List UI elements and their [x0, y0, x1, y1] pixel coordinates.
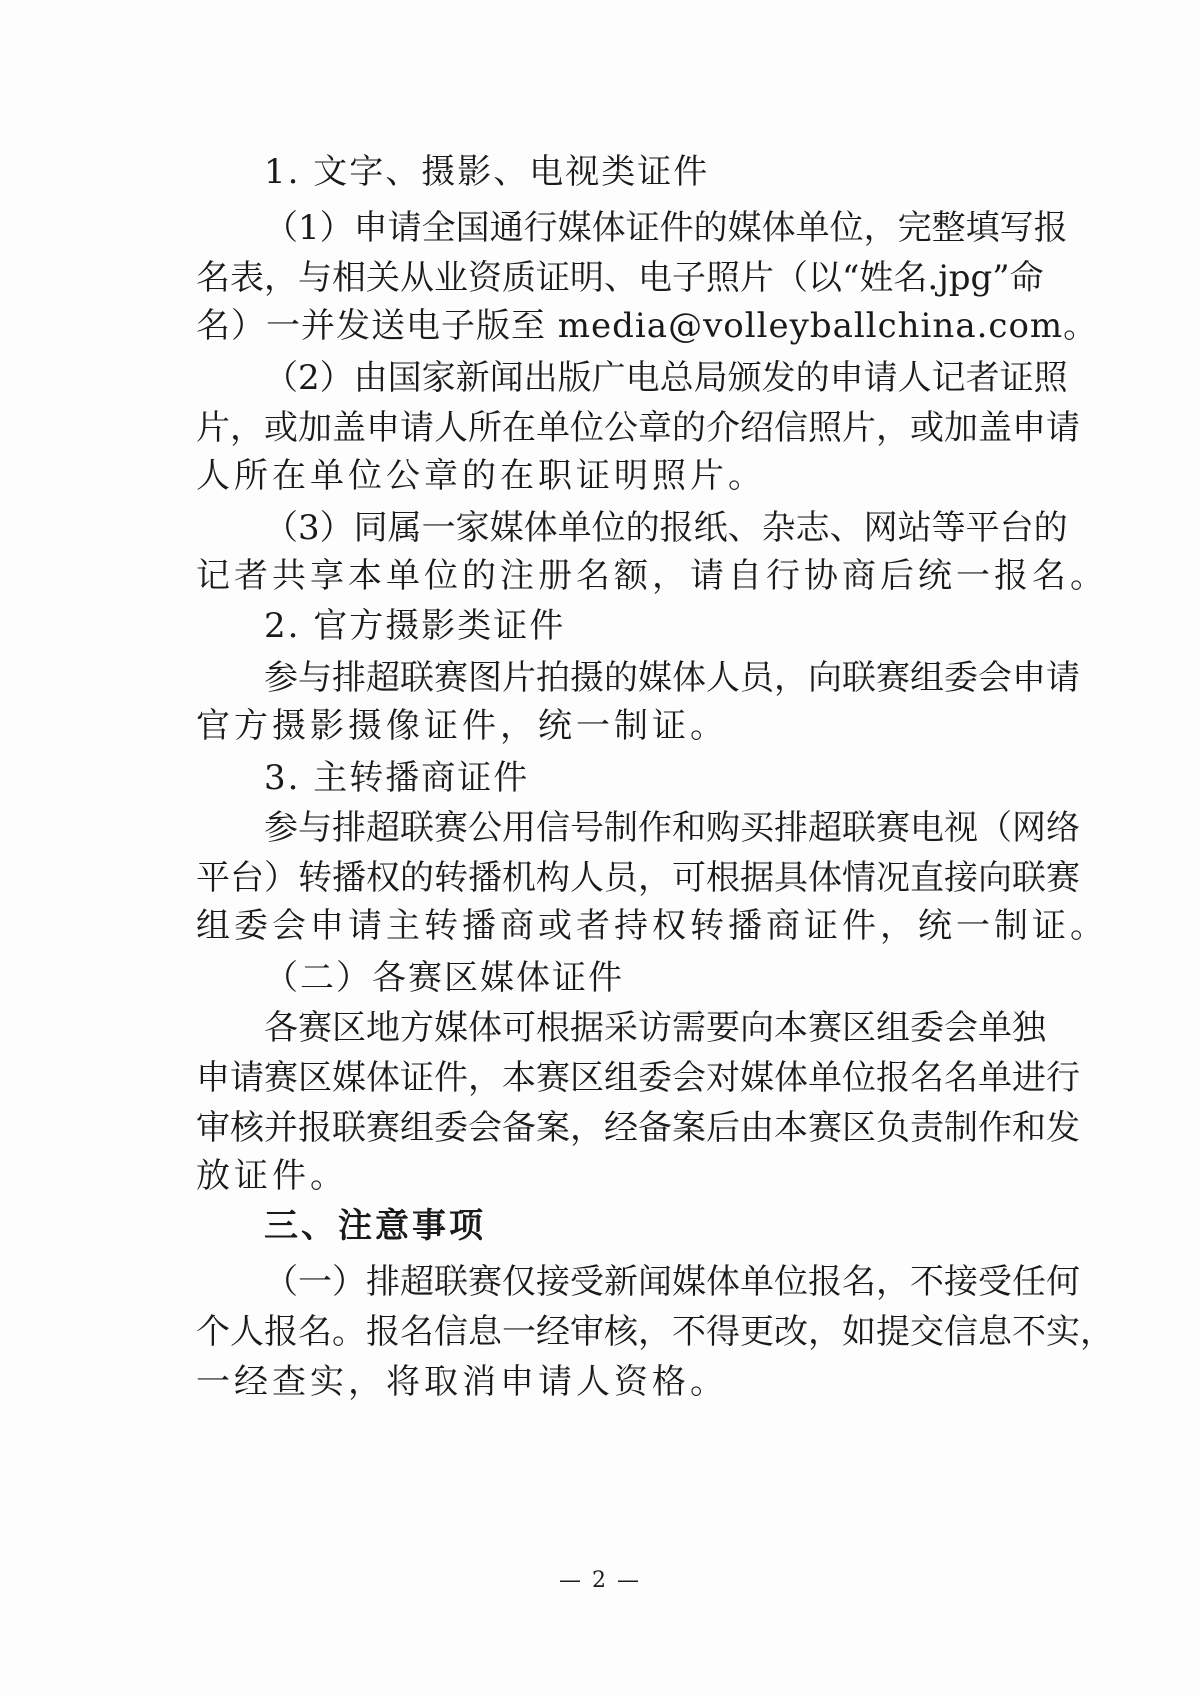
paragraph-line: 组委会申请主转播商或者持权转播商证件，统一制证。	[196, 906, 1108, 946]
paragraph-line: （1）申请全国通行媒体证件的媒体单位，完整填写报	[264, 208, 1068, 248]
paragraph-line: 人所在单位公章的在职证明照片。	[196, 456, 766, 496]
paragraph-line: 片，或加盖申请人所在单位公章的介绍信照片，或加盖申请	[196, 408, 1080, 448]
paragraph-line: 申请赛区媒体证件，本赛区组委会对媒体单位报名名单进行	[196, 1058, 1080, 1098]
paragraph-line: 官方摄影摄像证件，统一制证。	[196, 706, 728, 746]
page-number: — 2 —	[559, 1568, 641, 1593]
paragraph-line: 记者共享本单位的注册名额，请自行协商后统一报名。	[196, 556, 1108, 596]
paragraph-line: 各赛区地方媒体可根据采访需要向本赛区组委会单独	[264, 1008, 1046, 1048]
paragraph-line: （一）排超联赛仅接受新闻媒体单位报名，不接受任何	[264, 1262, 1080, 1302]
paragraph-line: 参与排超联赛公用信号制作和购买排超联赛电视（网络	[264, 808, 1080, 848]
section-heading-notes: 三、注意事项	[264, 1206, 486, 1246]
paragraph-line: 放证件。	[196, 1156, 348, 1196]
subsection-heading-text-photo-tv: 1. 文字、摄影、电视类证件	[264, 152, 710, 192]
paragraph-line: 参与排超联赛图片拍摄的媒体人员，向联赛组委会申请	[264, 658, 1080, 698]
paragraph-line: （3）同属一家媒体单位的报纸、杂志、网站等平台的	[264, 508, 1068, 548]
paragraph-line: 一经查实，将取消申请人资格。	[196, 1362, 728, 1402]
paragraph-line: 名）一并发送电子版至 media@volleyballchina.com。	[196, 306, 1099, 346]
paragraph-line: （2）由国家新闻出版广电总局颁发的申请人记者证照	[264, 358, 1068, 398]
paragraph-line: 名表，与相关从业资质证明、电子照片（以“姓名.jpg”命	[196, 258, 1044, 298]
paragraph-line: 平台）转播权的转播机构人员，可根据具体情况直接向联赛	[196, 858, 1080, 898]
paragraph-line: 个人报名。报名信息一经审核，不得更改，如提交信息不实，	[196, 1312, 1114, 1352]
subsection-heading-division-media: （二）各赛区媒体证件	[264, 958, 624, 998]
paragraph-line: 审核并报联赛组委会备案，经备案后由本赛区负责制作和发	[196, 1108, 1080, 1148]
subsection-heading-broadcaster: 3. 主转播商证件	[264, 758, 530, 798]
subsection-heading-official-photo: 2. 官方摄影类证件	[264, 606, 566, 646]
